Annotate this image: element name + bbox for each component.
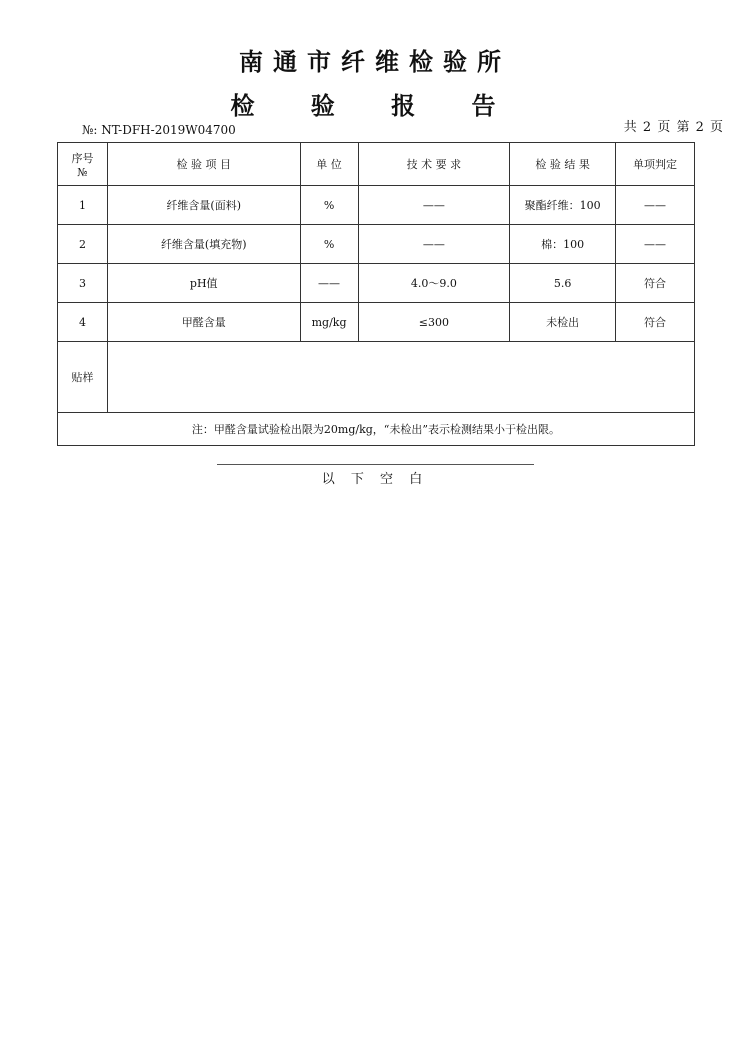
header-no-line2: № (77, 165, 88, 179)
header-item: 检 验 项 目 (107, 143, 300, 186)
end-of-report-text: 以 下 空 白 (321, 472, 429, 487)
cell-item: 纤维含量(填充物) (107, 225, 300, 264)
sample-area (107, 342, 694, 413)
cell-unit: % (300, 186, 358, 225)
cell-no: 4 (58, 303, 108, 342)
inspection-table (57, 142, 695, 446)
cell-requirement: ≤300 (358, 303, 510, 342)
cell-judgment: —— (616, 225, 695, 264)
cell-item: 甲醛含量 (107, 303, 300, 342)
table-header-row (58, 143, 695, 186)
header-result: 检 验 结 果 (510, 143, 616, 186)
cell-judgment: 符合 (616, 264, 695, 303)
cell-unit: mg/kg (300, 303, 358, 342)
cell-item: 纤维含量(面料) (107, 186, 300, 225)
organization-title: 南通市纤维检验所 (239, 47, 511, 76)
header-judgment: 单项判定 (616, 143, 695, 186)
cell-item: pH值 (107, 264, 300, 303)
note-text: 注：甲醛含量试验检出限为20mg/kg，“未检出”表示检测结果小于检出限。 (58, 413, 695, 446)
header-no (58, 143, 108, 186)
sample-label: 贴样 (58, 342, 108, 413)
cell-no: 3 (58, 264, 108, 303)
cell-judgment: 符合 (616, 303, 695, 342)
cell-result: 聚酯纤维：100 (510, 186, 616, 225)
cell-no: 2 (58, 225, 108, 264)
report-title: 检 验 报 告 (230, 91, 520, 120)
cell-judgment: —— (616, 186, 695, 225)
table-row (58, 264, 695, 303)
cell-requirement: 4.0～9.0 (358, 264, 510, 303)
cell-result: 棉：100 (510, 225, 616, 264)
header-no-line1: 序号 (71, 151, 94, 165)
cell-result: 未检出 (510, 303, 616, 342)
cell-result: 5.6 (510, 264, 616, 303)
cell-requirement: —— (358, 186, 510, 225)
report-number: №: NT-DFH-2019W04700 (82, 123, 236, 137)
cell-unit: % (300, 225, 358, 264)
note-row (58, 413, 695, 446)
cell-unit: —— (300, 264, 358, 303)
sample-row (58, 342, 695, 413)
cell-no: 1 (58, 186, 108, 225)
header-unit: 单 位 (300, 143, 358, 186)
page-info: 共 2 页 第 2 页 (623, 120, 724, 135)
cell-requirement: —— (358, 225, 510, 264)
end-divider (217, 464, 534, 465)
header-requirement: 技 术 要 求 (358, 143, 510, 186)
table-row (58, 186, 695, 225)
table-row (58, 303, 695, 342)
table-row (58, 225, 695, 264)
